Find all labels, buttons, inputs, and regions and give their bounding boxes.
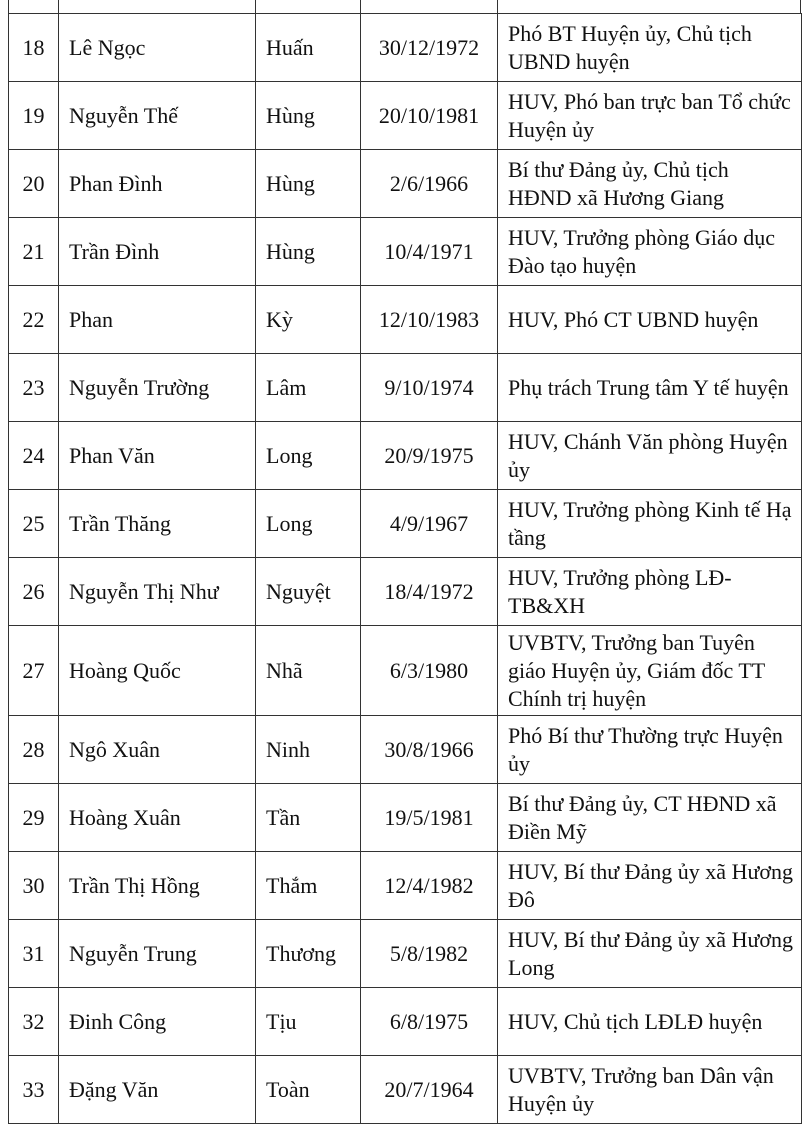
position-cell: Bí thư Đảng ủy, Chủ tịch HĐND xã Hương Giang (498, 150, 802, 218)
birth-date-cell: 6/3/1980 (361, 626, 498, 716)
given-name-cell: Nguyệt (256, 558, 361, 626)
row-number: 26 (9, 558, 59, 626)
given-name-cell: Long (256, 490, 361, 558)
birth-date-cell: 18/4/1972 (361, 558, 498, 626)
surname-cell: Trần Đình (59, 218, 256, 286)
surname-cell: Hoàng Xuân (59, 784, 256, 852)
birth-date-cell: 12/4/1982 (361, 852, 498, 920)
row-number: 24 (9, 422, 59, 490)
birth-date-cell: 12/10/1983 (361, 286, 498, 354)
birth-date-cell: 2/6/1966 (361, 150, 498, 218)
row-number: 27 (9, 626, 59, 716)
given-name-cell: Lâm (256, 354, 361, 422)
table-border-stub (800, 0, 801, 13)
given-name-cell: Tần (256, 784, 361, 852)
row-number: 19 (9, 82, 59, 150)
given-name-cell: Thương (256, 920, 361, 988)
row-number: 29 (9, 784, 59, 852)
surname-cell: Đặng Văn (59, 1056, 256, 1124)
given-name-cell: Hùng (256, 218, 361, 286)
position-cell: HUV, Bí thư Đảng ủy xã Hương Long (498, 920, 802, 988)
row-number: 20 (9, 150, 59, 218)
row-number: 18 (9, 14, 59, 82)
row-number: 28 (9, 716, 59, 784)
given-name-cell: Huấn (256, 14, 361, 82)
surname-cell: Nguyễn Trung (59, 920, 256, 988)
birth-date-cell: 6/8/1975 (361, 988, 498, 1056)
row-number: 33 (9, 1056, 59, 1124)
surname-cell: Phan Đình (59, 150, 256, 218)
row-number: 31 (9, 920, 59, 988)
birth-date-cell: 9/10/1974 (361, 354, 498, 422)
table-border-stub (58, 0, 59, 13)
given-name-cell: Long (256, 422, 361, 490)
birth-date-cell: 19/5/1981 (361, 784, 498, 852)
position-cell: HUV, Trưởng phòng Giáo dục Đào tạo huyện (498, 218, 802, 286)
row-number: 32 (9, 988, 59, 1056)
table-border-stub (360, 0, 361, 13)
surname-cell: Nguyễn Trường (59, 354, 256, 422)
birth-date-cell: 30/12/1972 (361, 14, 498, 82)
position-cell: HUV, Trưởng phòng LĐ-TB&XH (498, 558, 802, 626)
birth-date-cell: 30/8/1966 (361, 716, 498, 784)
position-cell: Phụ trách Trung tâm Y tế huyện (498, 354, 802, 422)
given-name-cell: Thắm (256, 852, 361, 920)
given-name-cell: Kỳ (256, 286, 361, 354)
given-name-cell: Hùng (256, 150, 361, 218)
table-border-stub (8, 0, 9, 13)
table-row (9, 490, 802, 558)
row-number: 22 (9, 286, 59, 354)
table-border-stub (497, 0, 498, 13)
position-cell: HUV, Bí thư Đảng ủy xã Hương Đô (498, 852, 802, 920)
surname-cell: Ngô Xuân (59, 716, 256, 784)
position-cell: Phó BT Huyện ủy, Chủ tịch UBND huyện (498, 14, 802, 82)
row-number: 21 (9, 218, 59, 286)
table-row (9, 784, 802, 852)
table-row (9, 1056, 802, 1124)
birth-date-cell: 10/4/1971 (361, 218, 498, 286)
surname-cell: Đinh Công (59, 988, 256, 1056)
given-name-cell: Tịu (256, 988, 361, 1056)
birth-date-cell: 20/7/1964 (361, 1056, 498, 1124)
table-row (9, 422, 802, 490)
surname-cell: Lê Ngọc (59, 14, 256, 82)
given-name-cell: Ninh (256, 716, 361, 784)
given-name-cell: Hùng (256, 82, 361, 150)
given-name-cell: Toàn (256, 1056, 361, 1124)
surname-cell: Trần Thăng (59, 490, 256, 558)
table-row (9, 988, 802, 1056)
birth-date-cell: 5/8/1982 (361, 920, 498, 988)
table-row (9, 286, 802, 354)
table-row (9, 626, 802, 716)
table-row (9, 852, 802, 920)
birth-date-cell: 4/9/1967 (361, 490, 498, 558)
surname-cell: Trần Thị Hồng (59, 852, 256, 920)
table-row (9, 558, 802, 626)
table-row (9, 354, 802, 422)
surname-cell: Nguyễn Thị Như (59, 558, 256, 626)
position-cell: UVBTV, Trưởng ban Dân vận Huyện ủy (498, 1056, 802, 1124)
table-row (9, 150, 802, 218)
position-cell: Bí thư Đảng ủy, CT HĐND xã Điền Mỹ (498, 784, 802, 852)
table-row (9, 218, 802, 286)
personnel-table (8, 13, 802, 1124)
table-border-stub (255, 0, 256, 13)
position-cell: HUV, Phó CT UBND huyện (498, 286, 802, 354)
position-cell: Phó Bí thư Thường trực Huyện ủy (498, 716, 802, 784)
position-cell: HUV, Trưởng phòng Kinh tế Hạ tầng (498, 490, 802, 558)
surname-cell: Hoàng Quốc (59, 626, 256, 716)
given-name-cell: Nhã (256, 626, 361, 716)
row-number: 23 (9, 354, 59, 422)
birth-date-cell: 20/9/1975 (361, 422, 498, 490)
position-cell: HUV, Chủ tịch LĐLĐ huyện (498, 988, 802, 1056)
row-number: 30 (9, 852, 59, 920)
surname-cell: Phan (59, 286, 256, 354)
birth-date-cell: 20/10/1981 (361, 82, 498, 150)
table-row (9, 920, 802, 988)
table-row (9, 14, 802, 82)
table-row (9, 82, 802, 150)
row-number: 25 (9, 490, 59, 558)
position-cell: HUV, Chánh Văn phòng Huyện ủy (498, 422, 802, 490)
surname-cell: Phan Văn (59, 422, 256, 490)
position-cell: UVBTV, Trưởng ban Tuyên giáo Huyện ủy, Giám đốc TT Chính trị huyện (498, 626, 802, 716)
position-cell: HUV, Phó ban trực ban Tổ chức Huyện ủy (498, 82, 802, 150)
surname-cell: Nguyễn Thế (59, 82, 256, 150)
table-row (9, 716, 802, 784)
